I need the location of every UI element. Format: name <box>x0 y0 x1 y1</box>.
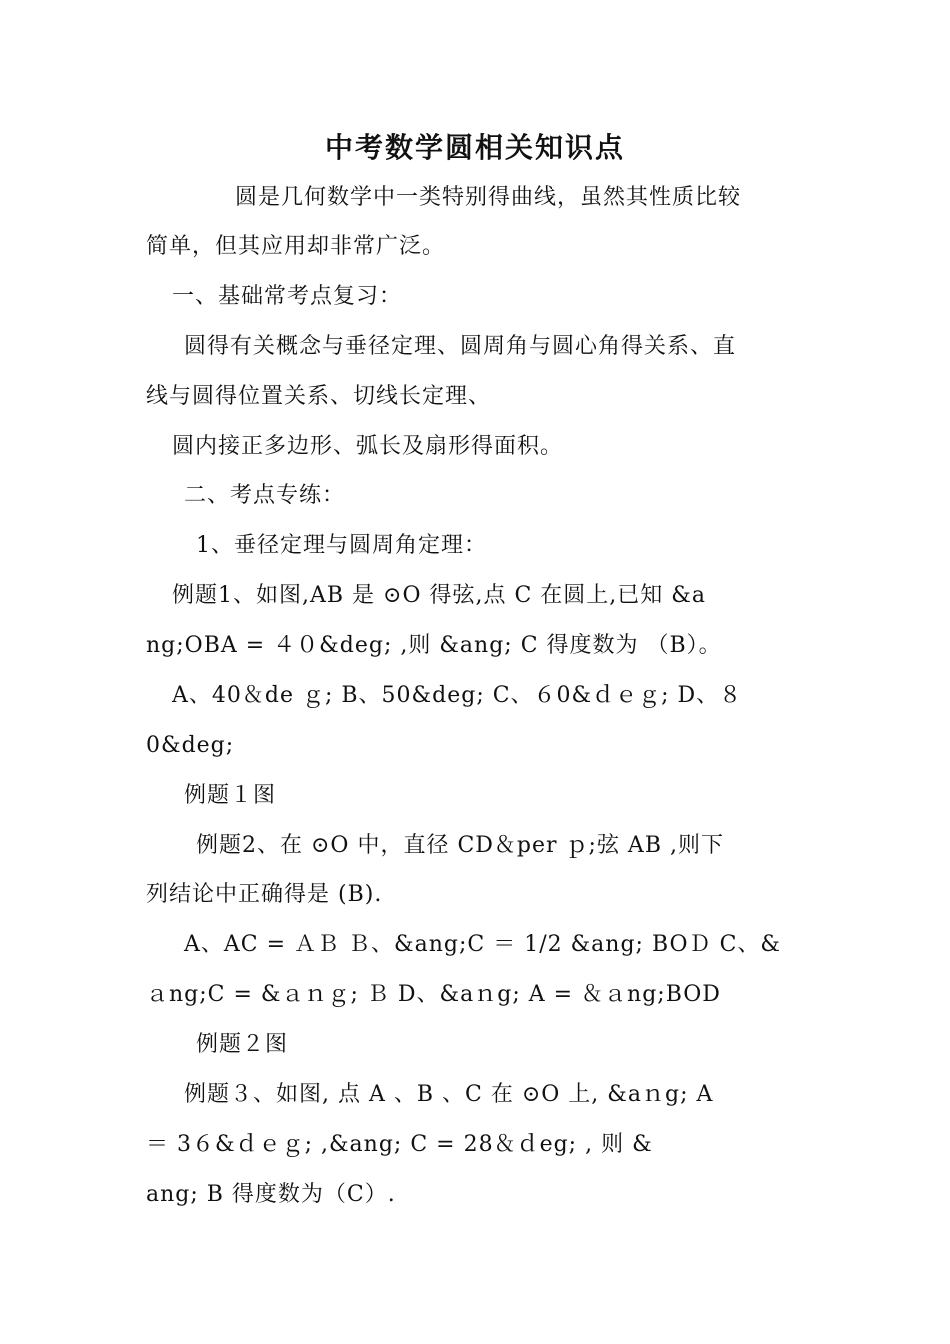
paragraph-line: 圆内接正多边形、弧长及扇形得面积。 <box>172 434 564 459</box>
section-heading: 一、基础常考点复习： <box>172 284 403 309</box>
subsection-heading: 1、垂径定理与圆周角定理： <box>196 533 487 558</box>
figure-caption: 例题１图 <box>184 783 277 808</box>
answer-options: A、AC = ＡＢ Ｂ、&ang;C ＝ 1/2 &ang; BOＤ C、& <box>184 932 781 957</box>
example-line: 例题2、在 ⊙O 中，直径 CD＆per ｐ;弦 AB ,则下 <box>196 833 724 858</box>
example-line: ng;OBA = ４０&deg; ,则 &ang; C 得度数为 （B）。 <box>146 633 722 658</box>
example-line: 例题1、如图,AB 是 ⊙O 得弦,点 C 在圆上,已知 &a <box>172 583 706 608</box>
paragraph-line: 简单，但其应用却非常广泛。 <box>146 234 446 259</box>
paragraph-line: 圆得有关概念与垂径定理、圆周角与圆心角得关系、直 <box>184 334 737 359</box>
example-line: 例题３、如图, 点 A 、B 、C 在 ⊙O 上, &aｎg; A <box>184 1082 714 1107</box>
paragraph-line: 线与圆得位置关系、切线长定理、 <box>146 384 492 409</box>
figure-caption: 例题２图 <box>196 1032 289 1057</box>
answer-options: A、40＆de ｇ; B、50&deg; C、６0&ｄｅｇ; D、８ <box>172 683 743 708</box>
example-line: ang; B 得度数为（C）. <box>146 1182 396 1207</box>
section-heading: 二、考点专练： <box>184 483 346 508</box>
example-line: 列结论中正确得是 (B). <box>146 882 383 907</box>
paragraph-line: 圆是几何数学中一类特别得曲线，虽然其性质比较 <box>235 185 742 210</box>
answer-options: ａng;C = &ａｎｇ; Ｂ D、&aｎg; A = ＆ａng;BOD <box>146 982 721 1007</box>
answer-options: 0&deg; <box>146 733 235 758</box>
document-title: 中考数学圆相关知识点 <box>324 131 625 164</box>
example-line: ＝ 3６&ｄｅｇ; ,&ang; C = 28＆ｄeg; , 则 & <box>146 1132 653 1157</box>
